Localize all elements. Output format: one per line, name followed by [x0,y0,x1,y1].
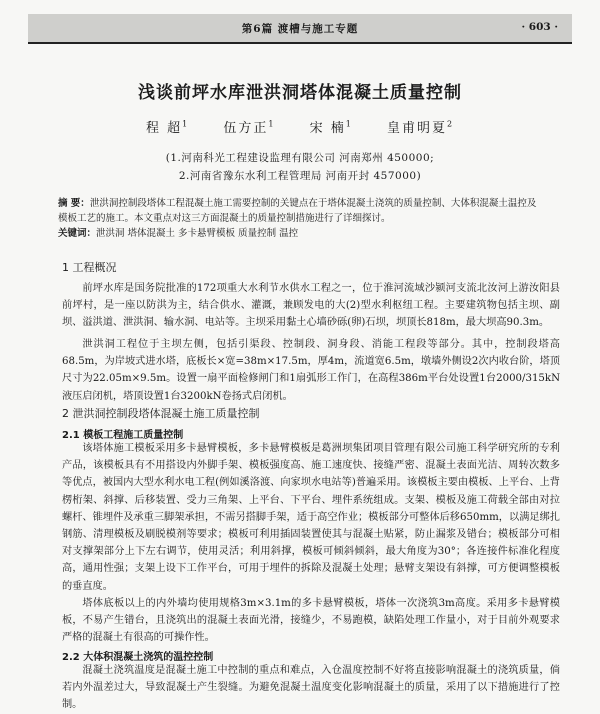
abstract-block [58,196,542,241]
abstract-label: 摘 要： [58,198,90,209]
author: 宋 楠$^1$ [309,119,353,136]
paragraph-overview: 前坪水库是国务院批准的172项重大水利节水供水工程之一，位于淮河流域沙颍河支流北汝河上游汝阳县前坪村，是一座以防洪为主，结合供水、灌溉，兼顾发电的大(2)型水利枢纽工程。主要建筑物包括主坝、副坝、溢洪道、泄洪洞、输水洞、电站等。主坝采用黏土心墙砂砾(卵)石坝，坝顶长818m，最大坝高90.3m。 [62,283,560,329]
running-header [28,14,572,44]
keywords-label: 关键词： [58,228,97,239]
paragraph-spillway: 泄洪洞工程位于主坝左侧，包括引渠段、控制段、洞身段、消能工程段等部分。其中，控制段塔高68.5m，为岸坡式进水塔，底板长×宽=38m×17.5m，厚4m，流道宽6.5m，墩墙外侧设2次内收台阶，塔顶尺寸为22.05m×9.5m。设置一扇平面检修闸门和1扇弧形工作门，在高程386m平台处设置1台2000/315kN液压启闭机，塔顶设置1台3200kN卷扬式启闭机。 [62,339,560,402]
author: 伍方正$^1$ [223,119,276,136]
affiliation-1: (1.河南科光工程建设监理有限公司 河南郑州 450000; [165,152,435,164]
keywords [58,226,542,241]
affiliation-2: 2.河南省豫东水利工程管理局 河南开封 457000) [178,170,422,182]
section-2-heading: 2 泄洪洞控制段塔体混凝土施工质量控制 [62,407,260,420]
section-2-2-heading: 2.2 大体积混凝土浇筑的温控控制 [62,652,214,663]
paper-title: 浅谈前坪水库泄洪洞塔体混凝土质量控制 [138,83,462,103]
abstract [58,196,542,226]
abstract-text: 泄洪洞控制段塔体工程混凝土施工需要控制的关键点在于塔体混凝土浇筑的质量控制、大体积混凝土温控及模板工艺的施工。本文重点对这三方面混凝土的质量控制措施进行了详细探讨。 [58,198,537,224]
author: 程 超$^1$ [145,119,190,136]
page-number: · 603 · [521,21,558,33]
paragraph-formwork-usage: 塔体底板以上的内外墙均使用规格3m×3.1m的多卡悬臂模板，塔体一次浇筑3m高度。采用多卡悬臂模板，不易产生错台，且浇筑出的混凝土表面光滑，接缝少，不易跑模，缺陷处理工作量小，对于目前外观要求严格的混凝土有很高的可操作性。 [62,598,560,644]
section-2-1-heading: 2.1 模板工程施工质量控制 [62,430,184,441]
section-1-heading: 1 工程概况 [62,261,117,274]
paragraph-temperature: 混凝土浇筑温度是混凝土施工中控制的重点和难点，入仓温度控制不好将直接影响混凝土的浇筑质量，倘若内外温差过大，导致混凝土产生裂缝。为避免混凝土温度变化影响混凝土的质量，采用了以下措施进行了控制。 [62,665,560,711]
keywords-text: 泄洪洞 塔体混凝土 多卡悬臂模板 质量控制 温控 [96,228,299,239]
author: 皇甫明夏$^2$ [386,119,455,136]
author-list [0,117,600,136]
header-section-label: 第6篇 渡槽与施工专题 [241,23,359,35]
paragraph-formwork: 该塔体施工模板采用多卡悬臂模板，多卡悬臂模板是葛洲坝集团项目管理有限公司施工科学研究所的专利产品，该模板具有不用搭设内外脚手架、模板强度高、施工速度快、接缝严密、混凝土表面光洁、周转次数多等优点，被国内大型水利水电工程(例如溪洛渡、向家坝水电站等)普遍采用。该模板主要由模板、上平台、上背楞桁架、斜撑、后移装置、受力三角架、上平台、下平台、埋件系统组成。支架、模板及施工荷载全部由对拉螺杆、锥埋件及承重三脚架承担，不需另搭脚手架，适于高空作业；模板部分可整体后移650mm，以满足绑扎钢筋、清理模板及刷脱模剂等要求；模板可利用插固装置使其与混凝土贴紧，防止漏浆及错台；模板部分可相对支撑架部分上下左右调节，使用灵活；利用斜撑，模板可倾斜倾斜，最大角度为30°；各连接件标准化程度高，通用性强；支架上设下工作平台，可用于埋件的拆除及混凝土处理；悬臂支架设有斜撑，可方便调整模板的垂直度。 [62,443,560,592]
